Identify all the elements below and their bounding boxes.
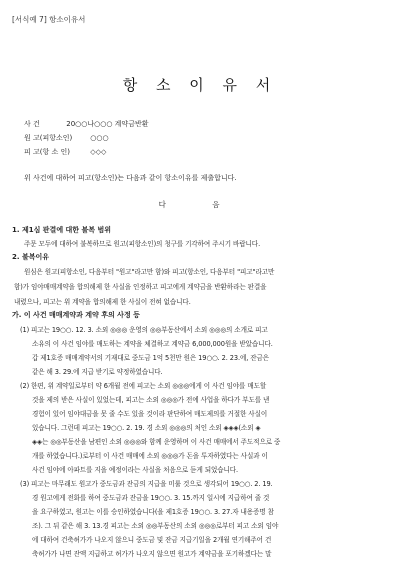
para-2-line: 사건 임야에 아파트를 지을 예정이라는 사실을 처음으로 듣게 되었습니다. xyxy=(32,466,239,474)
para-3-line: 축허가가 나면 잔액 지급하고 허가가 나오지 않으면 원고가 계약금을 포기하겠다는 말 xyxy=(32,550,272,558)
intro-text: 위 사건에 대하여 피고(항소인)는 다음과 같이 항소이유를 제출합니다. xyxy=(24,174,237,182)
para-2-line: 개를 하였습니다.)로부터 이 사건 매매에 소외 ◎◎◎가 돈을 투자하였다는 사실과 이 xyxy=(32,452,268,460)
para-1-line: (1) 피고는 19○○. 12. 3. 소외 ◎◎◎ 운영의 ◎◎부동산에서 소외 ◎◎◎의 소개로 피고 xyxy=(20,326,268,334)
case-row xyxy=(24,119,148,129)
case-key: 사 건 xyxy=(24,120,40,128)
section-2-line: 함)가 임야매매계약을 합의해제 한 사실을 인정하고 피고에게 계약금을 반환하라는 판결을 xyxy=(14,283,267,291)
section-1-heading: 1. 제1심 판결에 대한 불복 범위 xyxy=(12,226,111,234)
form-label: [서식예 7] 항소이유서 xyxy=(12,15,86,24)
para-3-line: 에 대하여 건축허가가 나오지 않으니 중도금 및 잔금 지급기일을 2개월 연기해주어 건 xyxy=(32,536,272,544)
section-1-text: 주문 모두에 대하여 불복하므로 원고(피항소인)의 청구를 기각하여 주시기 바랍니다. xyxy=(24,240,261,248)
plaintiff-row xyxy=(24,133,109,143)
document-title: 항 소 이 유 서 xyxy=(122,76,278,94)
section-2-line: 원심은 원고(피항소인, 다음부터 "원고"라고만 함)와 피고(항소인, 다음부터 "피고"라고만 xyxy=(24,268,275,276)
para-3-line: 을 요구하였고, 원고는 이를 승인하였습니다(을 제1호증 19○○. 3. 27.자 내용증명 참 xyxy=(32,508,274,516)
case-value: 20○○나○○○ 계약금반환 xyxy=(66,120,149,128)
para-3-line: 조). 그 뒤 같은 해 3. 13.경 피고는 소외 ◎◎부동산의 소외 ◎◎◎로부터 피고 소외 임야 xyxy=(32,522,279,530)
para-2-line: (2) 한편, 위 계약일로부터 약 6개월 전에 피고는 소외 ◎◎◎에게 이 사건 임야를 매도할 xyxy=(20,382,267,390)
plaintiff-key: 원 고(피항소인) xyxy=(24,134,73,142)
section-2-heading: 2. 불복이유 xyxy=(12,253,50,261)
para-3-line: (3) 피고는 마무래도 원고가 중도금과 잔금의 지급을 미룰 것으로 생각되어 19○○. 2. 19. xyxy=(20,480,273,488)
para-2-line: 경험이 있어 임야대금을 못 줄 수도 있을 것이라 판단하여 매도제의를 거절한 사실이 xyxy=(32,410,268,418)
section-heading-center: 다 음 xyxy=(158,200,242,209)
para-1-line: 갑 제1호증 매매계약서의 기재대로 중도금 1억 5천만 원은 19○○. 2. 23.에, 잔금은 xyxy=(32,354,270,362)
para-1-line: 같은 해 3. 29.에 지급 받기로 약정하였습니다. xyxy=(32,368,163,376)
para-2-line: ◈◈는 ◎◎부동산을 남편인 소외 ◎◎◎와 함께 운영하며 이 사건 매매에서 주도적으로 중 xyxy=(32,438,281,446)
plaintiff-value: ○○○ xyxy=(90,134,109,142)
defendant-row xyxy=(24,147,106,157)
section-2-line: 내렸으나, 피고는 위 계약을 합의해제 한 사실이 전혀 없습니다. xyxy=(14,298,191,306)
section-2a-heading: 가. 이 사건 매매계약과 계약 후의 사정 등 xyxy=(12,311,140,319)
para-2-line: 것을 제의 받은 사실이 있었는데, 피고는 소외 ◎◎◎가 전에 사업을 하다가 부도를 낸 xyxy=(32,396,270,404)
para-2-line: 있습니다. 그런데 피고는 19○○. 2. 19. 경 소외 ◎◎◎의 처인 소외 ◈◈◈(소외 ◈ xyxy=(32,424,261,432)
para-1-line: 소유의 이 사건 임야를 매도하는 계약을 체결하고 계약금 6,000,000원을 받았습니다. xyxy=(32,340,273,348)
para-3-line: 경 원고에게 전화를 하여 중도금과 잔금을 19○○. 3. 15.까지 일시에 지급하여 줄 것 xyxy=(32,494,270,502)
defendant-key: 피 고(항 소 인) xyxy=(24,148,70,156)
defendant-value: ◇◇◇ xyxy=(90,148,107,156)
